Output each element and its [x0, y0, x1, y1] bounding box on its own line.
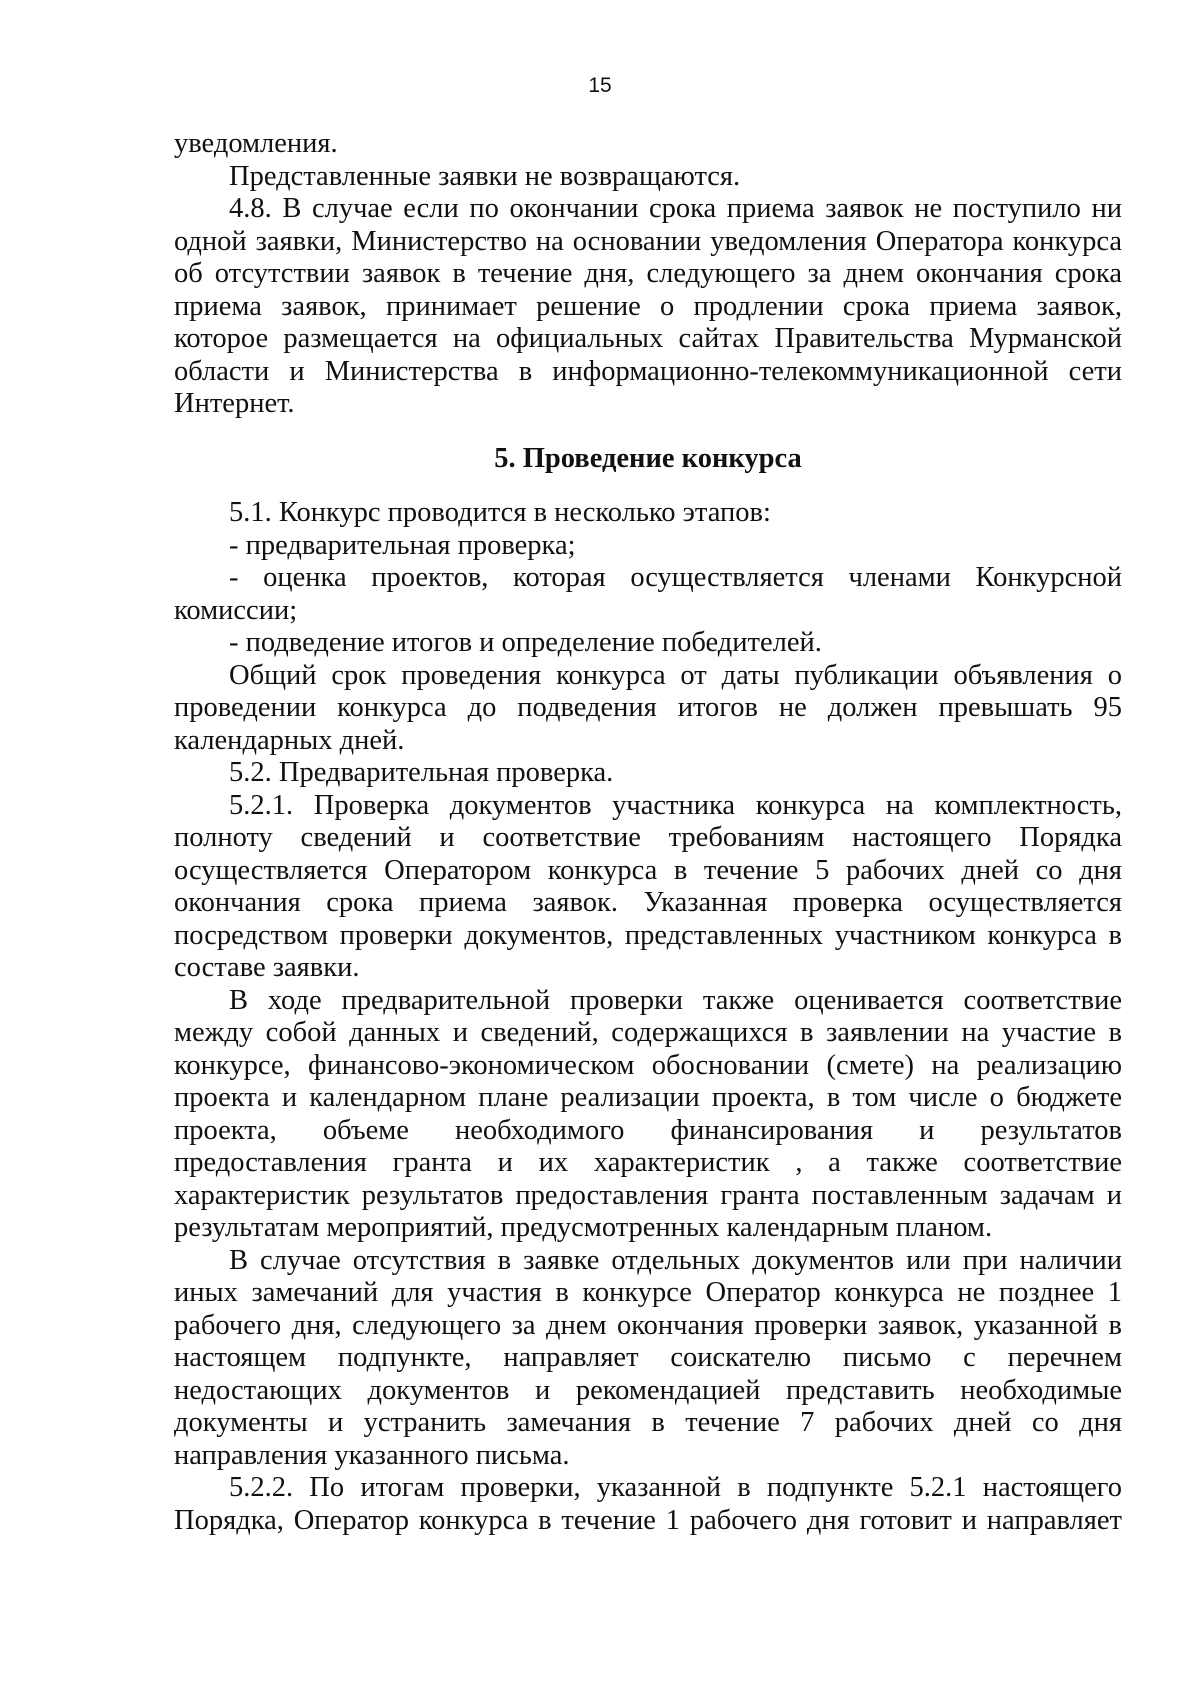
paragraph-5-2-2: 5.2.2. По итогам проверки, указанной в подпункте 5.2.1 настоящего Порядка, Оператор конкурса в течение 1 рабочего дня готовит и направляет: [174, 1472, 1122, 1536]
paragraph: Общий срок проведения конкурса от даты публикации объявления о проведении конкурса до подведения итогов не должен превышать 95 календарных дней.: [174, 659, 1122, 756]
list-item: - оценка проектов, которая осуществляется членами Конкурсной комиссии;: [174, 562, 1122, 626]
page-number: 15: [588, 74, 612, 97]
section-heading: 5. Проведение конкурса: [494, 442, 802, 474]
paragraph-continuation: уведомления.: [174, 128, 338, 159]
paragraph: В случае отсутствия в заявке отдельных документов или при наличии иных замечаний для участия в конкурсе Оператор конкурса не позднее 1 рабочего дня, следующего за днем окончания проверки заявок, указанной в настоящем подпункте, направляет соискателю письмо с перечнем недостающих документов и рекомендацией представить необходимые документы и устранить замечания в течение 7 рабочих дней со дня направления указанного письма.: [174, 1244, 1122, 1471]
paragraph-5-2: 5.2. Предварительная проверка.: [229, 757, 614, 788]
paragraph: В ходе предварительной проверки также оценивается соответствие между собой данных и сведений, содержащихся в заявлении на участие в конкурсе, финансово-экономическом обосновании (смете) на реализацию проекта и календарном плане реализации проекта, в том числе о бюджете проекта, объеме необходимого финансирования и результатов предоставления гранта и их характеристик , а также соответствие характеристик результатов предоставления гранта поставленным задачам и результатам мероприятий, предусмотренных календарным планом.: [174, 984, 1122, 1243]
list-item: - предварительная проверка;: [229, 529, 576, 561]
document-body: [174, 128, 1122, 1537]
paragraph-5-2-1: 5.2.1. Проверка документов участника конкурса на комплектность, полноту сведений и соответствие требованиям настоящего Порядка осуществляется Оператором конкурса в течение 5 рабочих дней со дня окончания срока приема заявок. Указанная проверка осуществляется посредством проверки документов, представленных участником конкурса в составе заявки.: [174, 789, 1122, 983]
paragraph-4-8: 4.8. В случае если по окончании срока приема заявок не поступило ни одной заявки, Министерство на основании уведомления Оператора конкурса об отсутствии заявок в течение дня, следующего за днем окончания срока приема заявок, принимает решение о продлении срока приема заявок, которое размещается на официальных сайтах Правительства Мурманской области и Министерства в информационно-телекоммуникационной сети Интернет.: [174, 193, 1122, 419]
paragraph: Представленные заявки не возвращаются.: [229, 160, 741, 192]
paragraph-5-1: 5.1. Конкурс проводится в несколько этапов:: [229, 497, 771, 528]
list-item: - подведение итогов и определение победителей.: [229, 627, 822, 658]
